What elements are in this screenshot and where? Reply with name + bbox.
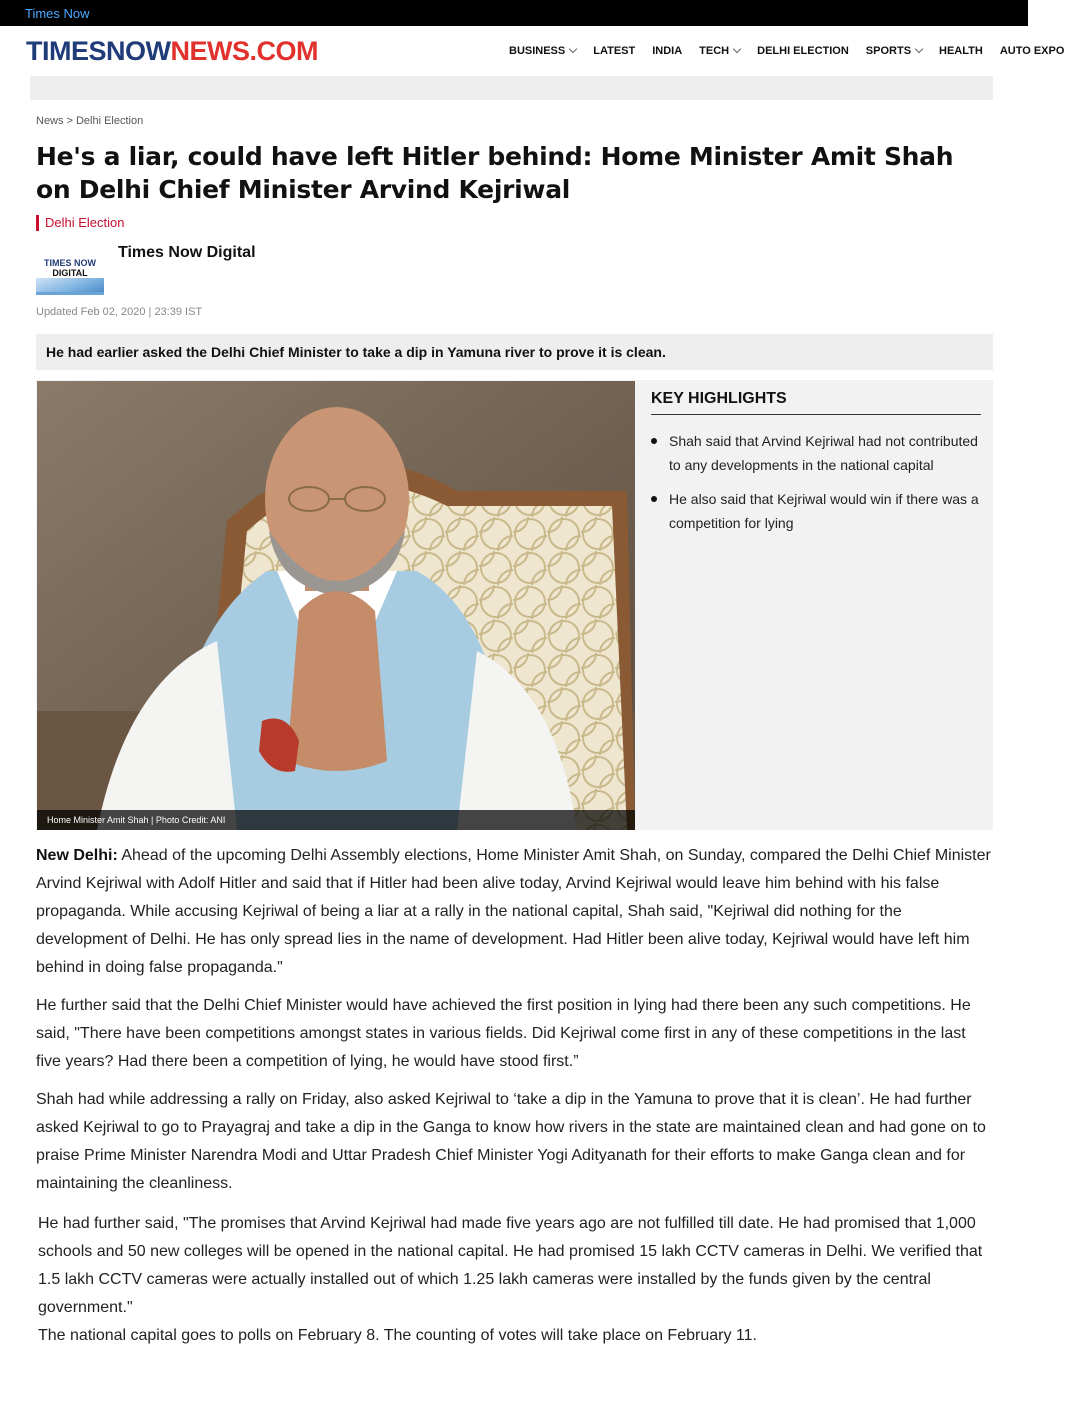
article-paragraph: The national capital goes to polls on February 8. The counting of votes will take place on February 11. xyxy=(38,1327,757,1344)
author-logo-line1: TIMES NOW xyxy=(44,258,96,268)
article-paragraph: He had further said, "The promises that Arvind Kejriwal had made five years ago are not fulfilled till date. He had promised that 1,000 schools and 50 new colleges will be opened in the national capital. He had promised 15 lakh CCTV cameras in Delhi. We verified that 1.5 lakh CCTV cameras were actually installed out of which 1.25 lakh cameras were installed by the funds given by the central government." xyxy=(38,1215,983,1316)
photo-caption: Home Minister Amit Shah | Photo Credit: ANI xyxy=(37,810,635,830)
nav-latest-label: LATEST xyxy=(593,45,636,57)
media-block xyxy=(36,380,993,830)
quote-block xyxy=(38,1210,991,1350)
nav-tech-label: TECH xyxy=(699,45,730,57)
breadcrumb-home[interactable]: News xyxy=(36,115,64,127)
nav-business[interactable] xyxy=(509,45,576,57)
logo-part-1: TIMESNOW xyxy=(26,36,171,66)
chevron-down-icon xyxy=(915,45,923,53)
breadcrumb-section[interactable]: Delhi Election xyxy=(75,115,144,127)
times-now-link[interactable]: Times Now xyxy=(25,6,90,21)
key-highlights-list xyxy=(651,429,981,535)
breadcrumb xyxy=(36,115,146,127)
article-summary: He had earlier asked the Delhi Chief Minister to take a dip in Yamuna river to prove it is clean. xyxy=(36,334,993,370)
paragraph-text: Ahead of the upcoming Delhi Assembly elections, Home Minister Amit Shah, on Sunday, compared the Delhi Chief Minister Arvind Kejriwal with Adolf Hitler and said that if Hitler had been alive today, Arvind Kejriwal would leave him behind with his false propaganda. While accusing Kejriwal of being a liar at a rally in the national capital, Shah said, "Kejriwal did nothing for the development of Delhi. He has only spread lies in the name of development. Had Hitler been alive today, Kejriwal would have left him behind in doing false propaganda." xyxy=(36,847,991,976)
nav-auto-expo[interactable] xyxy=(1000,45,1065,57)
article-paragraph: He further said that the Delhi Chief Minister would have achieved the first position in lying had there been any such competitions. He said, "There have been competitions amongst states in various fields. Did Kejriwal come first in any of these competitions in the last five years? Had there been a competition of lying, he would have stood first.” xyxy=(36,997,971,1070)
article-paragraph: Shah had while addressing a rally on Friday, also asked Kejriwal to ‘take a dip in the Yamuna to prove that it is clean’. He had further asked Kejriwal to go to Prayagraj and take a dip in the Ganga to know how rivers in the state are maintained clean and had gone on to praise Prime Minister Narendra Modi and Uttar Pradesh Chief Minister Yogi Adityanath for their efforts to make Ganga clean and for maintaining the cleanliness. xyxy=(36,1091,986,1192)
key-highlights xyxy=(651,390,981,545)
logo-part-2: NEWS.COM xyxy=(170,36,318,66)
nav-health[interactable] xyxy=(939,45,983,57)
nav-delhi-election-label: DELHI ELECTION xyxy=(757,45,849,57)
main-nav xyxy=(509,45,1081,57)
site-header xyxy=(0,26,1065,76)
article-category[interactable]: Delhi Election xyxy=(36,215,125,231)
updated-timestamp: Updated Feb 02, 2020 | 23:39 IST xyxy=(36,306,203,318)
nav-india[interactable] xyxy=(652,45,682,57)
nav-latest[interactable] xyxy=(593,45,635,57)
article-paragraph xyxy=(36,842,991,982)
author-logo-wave xyxy=(36,278,104,292)
nav-india-label: INDIA xyxy=(652,45,683,57)
nav-sports[interactable] xyxy=(866,45,922,57)
chevron-down-icon xyxy=(569,45,577,53)
nav-health-label: HEALTH xyxy=(939,45,983,57)
top-bar xyxy=(0,0,1028,26)
ad-banner xyxy=(30,76,993,100)
nav-auto-expo-label: AUTO EXPO xyxy=(999,45,1065,57)
chevron-down-icon xyxy=(733,45,741,53)
article-title: He's a liar, could have left Hitler behind: Home Minister Amit Shah on Delhi Chief Minister Arvind Kejriwal xyxy=(36,142,954,204)
nav-business-label: BUSINESS xyxy=(509,45,566,57)
photo-illustration xyxy=(37,381,635,830)
highlight-item: Shah said that Arvind Kejriwal had not contributed to any developments in the national capital xyxy=(651,429,981,477)
article-body xyxy=(36,842,991,1350)
nav-delhi-election[interactable] xyxy=(757,45,849,57)
author-name[interactable]: Times Now Digital xyxy=(118,244,256,261)
key-highlights-title: KEY HIGHLIGHTS xyxy=(651,390,981,415)
highlight-item: He also said that Kejriwal would win if there was a competition for lying xyxy=(651,487,981,535)
breadcrumb-separator: > xyxy=(66,115,73,127)
site-logo[interactable] xyxy=(26,36,318,67)
nav-sports-label: SPORTS xyxy=(865,45,912,57)
author-logo[interactable] xyxy=(36,252,104,295)
dateline: New Delhi: xyxy=(36,847,118,864)
nav-tech[interactable] xyxy=(699,45,740,57)
author-logo-line2: DIGITAL xyxy=(52,268,88,278)
article-photo xyxy=(37,381,635,830)
